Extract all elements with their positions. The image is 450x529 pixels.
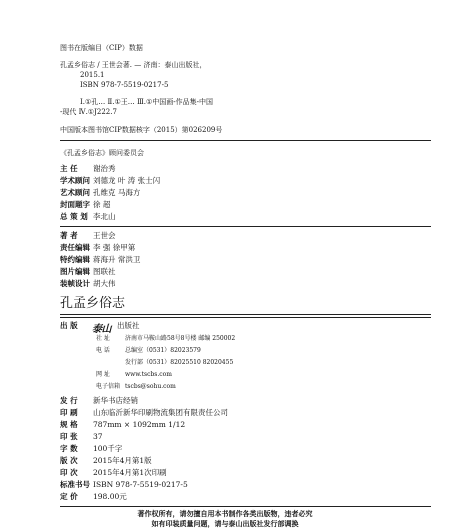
spec-value: 2015年4月第1次印刷 xyxy=(93,468,167,477)
spec-label: 版 次 xyxy=(60,456,78,465)
publisher-row-label: 网 址 xyxy=(96,371,110,378)
committee-label: 艺术顾问 xyxy=(60,188,90,197)
double-divider xyxy=(60,314,431,318)
committee-value: 刘德龙 叶 涛 张士闪 xyxy=(93,176,161,185)
publisher-row-label: 电子信箱 xyxy=(96,383,121,390)
committee-value: 李北山 xyxy=(93,212,116,221)
spec-value: 2015年4月第1版 xyxy=(93,456,152,465)
publisher-row-value: 总编室（0531）82023579 xyxy=(125,347,201,354)
publisher-label: 出 版 xyxy=(60,321,78,330)
divider xyxy=(60,226,431,227)
cip-class1: Ⅰ.①孔… Ⅱ.①王… Ⅲ.①中国画-作品集-中国 xyxy=(80,98,213,106)
copyright-notice: 著作权所有，请勿擅自用本书制作各类出版物，违者必究 xyxy=(137,510,313,518)
credit-label: 图片编辑 xyxy=(60,267,90,276)
book-title: 孔孟乡俗志 xyxy=(60,296,126,311)
publisher-name: 出版社 xyxy=(117,321,140,330)
credit-value: 胡大伟 xyxy=(93,279,116,288)
credit-value: 王世会 xyxy=(93,231,116,240)
cip-class2: -现代 Ⅳ.①J222.7 xyxy=(60,108,117,116)
credit-label: 特约编辑 xyxy=(60,255,90,264)
committee-label: 主 任 xyxy=(60,164,78,173)
publisher-row-value: 发行部（0531）82025510 82020455 xyxy=(125,359,234,366)
committee-title: 《孔孟乡俗志》顾问委员会 xyxy=(60,149,144,157)
spec-label: 发 行 xyxy=(60,396,78,405)
spec-value: 山东临沂新华印刷物流集团有限责任公司 xyxy=(93,408,228,417)
credit-value: 李 强 徐甲第 xyxy=(93,243,136,252)
committee-value: 徐 超 xyxy=(93,200,111,209)
spec-label: 印 张 xyxy=(60,432,78,441)
cip-line1: 孔孟乡俗志 / 王世会著. — 济南：泰山出版社， xyxy=(60,61,207,69)
credit-label: 装帧设计 xyxy=(60,279,90,288)
publisher-row-label: 社 址 xyxy=(96,335,110,342)
spec-label: 印 刷 xyxy=(60,408,78,417)
spec-label: 规 格 xyxy=(60,420,78,429)
committee-label: 学术顾问 xyxy=(60,176,90,185)
committee-value: 谢治秀 xyxy=(93,164,116,173)
committee-label: 封面题字 xyxy=(60,200,90,209)
spec-value: 787mm × 1092mm 1/12 xyxy=(93,420,186,429)
spec-value: 100千字 xyxy=(93,444,123,453)
committee-label: 总 策 划 xyxy=(60,212,88,221)
publisher-row-value: tscbs@sohu.com xyxy=(125,383,176,390)
credit-value: 蒋海升 常洪卫 xyxy=(93,255,141,264)
spec-label: 印 次 xyxy=(60,468,78,477)
spec-label: 标准书号 xyxy=(60,480,90,489)
spec-label: 字 数 xyxy=(60,444,78,453)
credit-label: 著 者 xyxy=(60,231,78,240)
spec-value: 198.00元 xyxy=(93,492,127,501)
publisher-row-value: 济南市马鞍山路58号8号楼 邮编 250002 xyxy=(125,335,236,342)
cip-heading: 图书在版编目（CIP）数据 xyxy=(60,44,143,52)
publisher-logo: 泰山 xyxy=(92,324,111,335)
spec-value: ISBN 978-7-5519-0217-5 xyxy=(93,480,188,489)
credit-label: 责任编辑 xyxy=(60,243,90,252)
spec-value: 37 xyxy=(93,432,103,441)
quality-notice: 如有印装质量问题，请与泰山出版社发行部调换 xyxy=(151,520,299,528)
credit-value: 图联社 xyxy=(93,267,116,276)
divider xyxy=(60,140,431,141)
divider xyxy=(60,506,431,507)
publisher-row-label: 电 话 xyxy=(96,347,110,354)
cip-line2: 2015.1 xyxy=(80,71,105,79)
cip-check: 中国版本图书馆CIP数据核字（2015）第026209号 xyxy=(60,126,223,134)
spec-label: 定 价 xyxy=(60,492,78,501)
publisher-row-value: www.tscbs.com xyxy=(125,371,172,378)
spec-value: 新华书店经销 xyxy=(93,396,138,405)
committee-value: 孔维克 马海方 xyxy=(93,188,141,197)
cip-isbn: ISBN 978-7-5519-0217-5 xyxy=(80,81,169,89)
